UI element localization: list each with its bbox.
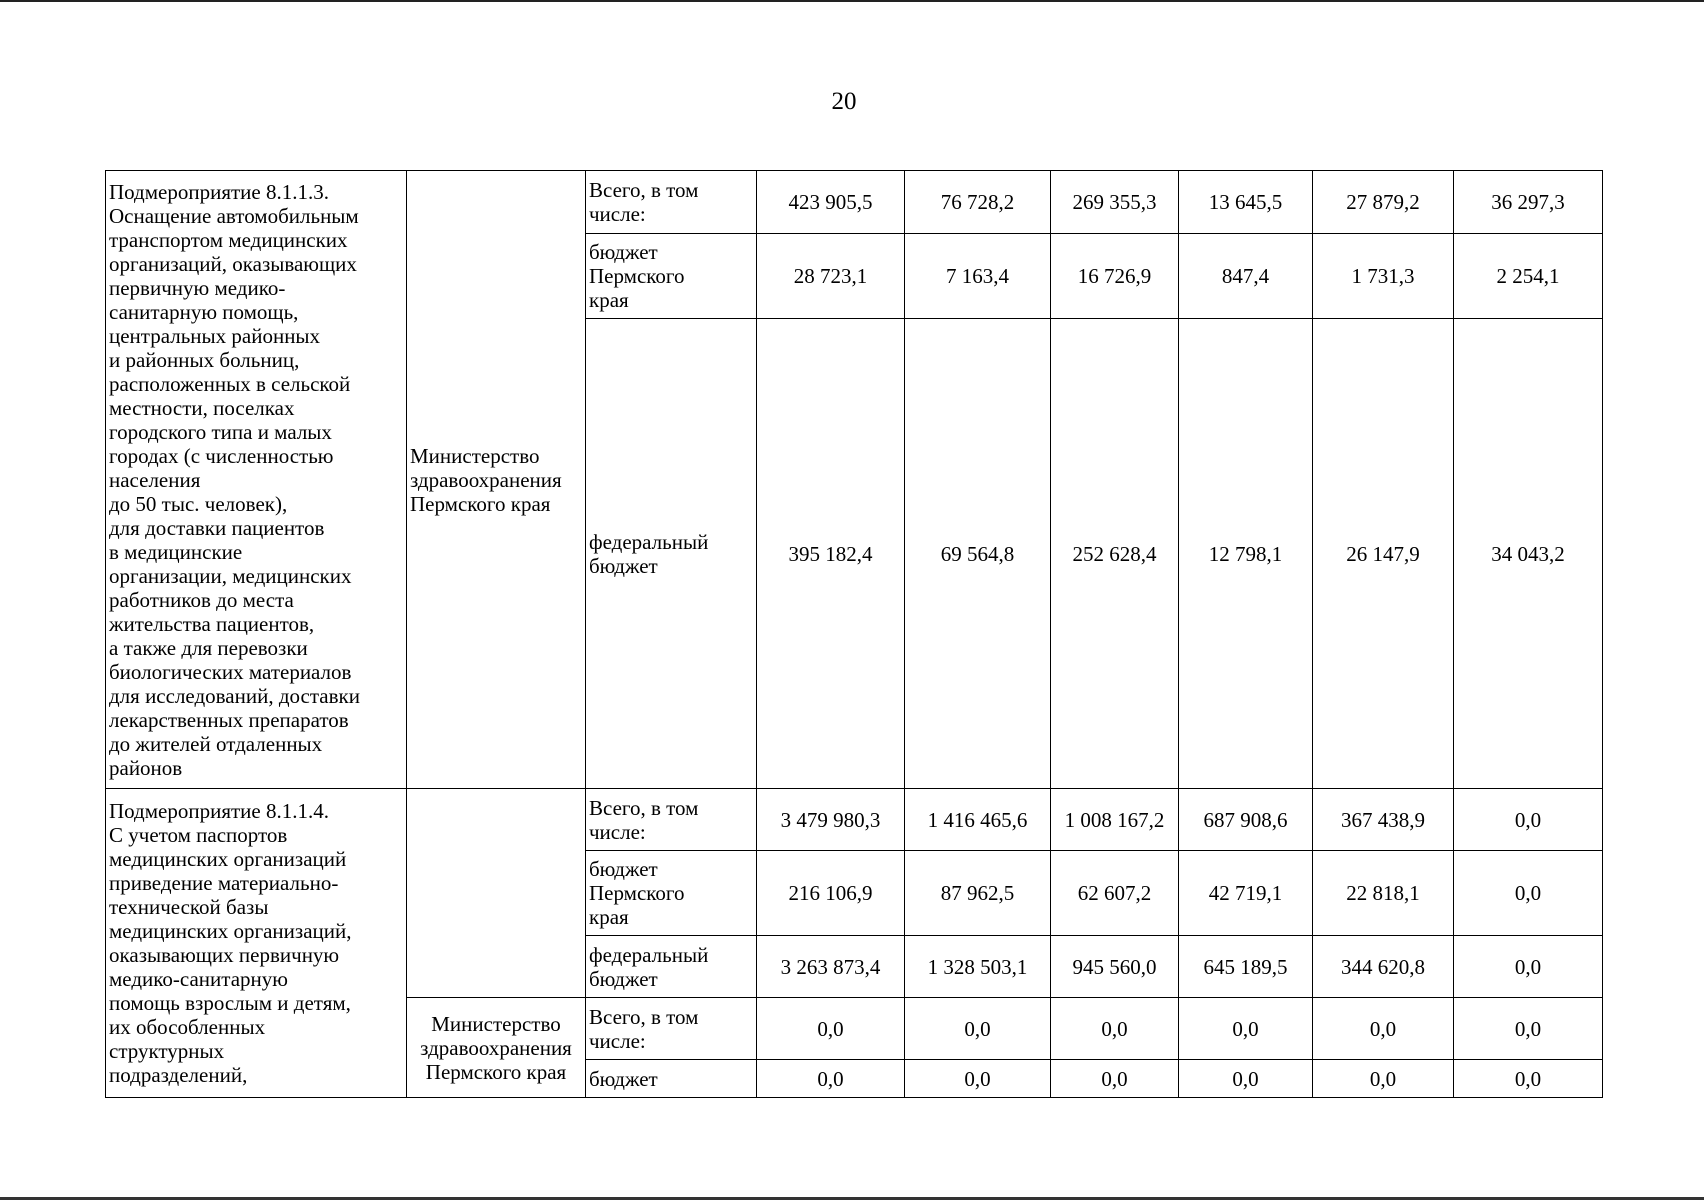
text-line: их обособленных (109, 1015, 266, 1039)
text-line: помощь взрослым и детям, (109, 991, 351, 1015)
funding-source-lines (589, 796, 753, 844)
executor-cell-empty (407, 789, 586, 998)
text-line: структурных (109, 1039, 225, 1063)
value-cell: 0,0 (1179, 1060, 1313, 1098)
table-row (106, 171, 1603, 234)
text-line: медицинских организаций (109, 847, 347, 871)
text-line: федеральный (589, 942, 709, 967)
text-line: Подмероприятие 8.1.1.3. (109, 179, 329, 204)
text-line: медико-санитарную (109, 967, 288, 991)
value-cell: 367 438,9 (1313, 789, 1454, 851)
value-cell: 0,0 (1051, 998, 1179, 1060)
text-line: организаций, оказывающих (109, 251, 357, 276)
activity-description-8-1-1-4 (106, 789, 407, 1098)
value-cell: 0,0 (905, 998, 1051, 1060)
text-line: медицинских организаций, (109, 919, 352, 943)
text-line: бюджет (589, 857, 658, 881)
text-line: бюджет (589, 966, 658, 991)
value-cell: 0,0 (1454, 998, 1603, 1060)
value-cell: 1 416 465,6 (905, 789, 1051, 851)
text-line: городского типа и малых (109, 419, 332, 444)
text-line: расположенных в сельской (109, 371, 351, 396)
value-cell: 395 182,4 (757, 319, 905, 789)
value-cell: 26 147,9 (1313, 319, 1454, 789)
funding-source-cell (586, 936, 757, 998)
funding-source-cell (586, 319, 757, 789)
text-line: биологических материалов (109, 659, 352, 684)
text-line: Всего, в том (589, 1004, 699, 1029)
text-line: Министерство (410, 443, 540, 468)
funding-source-cell (586, 851, 757, 936)
executor-cell (407, 171, 586, 789)
value-cell: 1 008 167,2 (1051, 789, 1179, 851)
activity-description-8-1-1-3 (106, 171, 407, 789)
value-cell: 945 560,0 (1051, 936, 1179, 998)
funding-source-cell (586, 789, 757, 851)
text-line: районов (109, 755, 183, 780)
text-line: подразделений, (109, 1063, 248, 1087)
text-line: Всего, в том (589, 178, 699, 202)
text-line: Пермского (589, 881, 685, 905)
text-line: жительства пациентов, (109, 611, 315, 636)
value-cell: 2 254,1 (1454, 234, 1603, 319)
text-line: бюджет (589, 240, 658, 264)
value-cell: 34 043,2 (1454, 319, 1603, 789)
funding-source-cell (586, 1060, 757, 1098)
value-cell: 269 355,3 (1051, 171, 1179, 234)
text-line: городах (с численностью (109, 443, 334, 468)
value-cell: 69 564,8 (905, 319, 1051, 789)
value-cell: 3 479 980,3 (757, 789, 905, 851)
text-line: центральных районных (109, 323, 321, 348)
text-line: числе: (589, 1028, 646, 1053)
text-line: Пермского края (425, 1059, 567, 1084)
value-cell: 216 106,9 (757, 851, 905, 936)
text-line: числе: (589, 202, 646, 226)
funding-source-cell (586, 998, 757, 1060)
funding-source-lines (589, 943, 753, 991)
value-cell: 42 719,1 (1179, 851, 1313, 936)
value-cell: 0,0 (1313, 1060, 1454, 1098)
text-line: Всего, в том (589, 795, 699, 820)
value-cell: 76 728,2 (905, 171, 1051, 234)
text-line: первичную медико- (109, 275, 286, 300)
value-cell: 28 723,1 (757, 234, 905, 319)
text-line: лекарственных препаратов (109, 707, 349, 732)
text-line: Подмероприятие 8.1.1.4. (109, 799, 329, 823)
value-cell: 0,0 (1454, 1060, 1603, 1098)
value-cell: 3 263 873,4 (757, 936, 905, 998)
value-cell: 847,4 (1179, 234, 1313, 319)
funding-source-lines (589, 1005, 753, 1053)
value-cell: 87 962,5 (905, 851, 1051, 936)
text-line: до 50 тыс. человек), (109, 491, 288, 516)
text-line: федеральный (589, 529, 709, 554)
value-cell: 27 879,2 (1313, 171, 1454, 234)
description-lines (109, 180, 403, 780)
value-cell: 0,0 (1051, 1060, 1179, 1098)
funding-source-lines (589, 240, 753, 312)
page-number: 20 (831, 88, 857, 115)
value-cell: 423 905,5 (757, 171, 905, 234)
value-cell: 0,0 (1179, 998, 1313, 1060)
funding-source-cell (586, 234, 757, 319)
funding-source-lines (589, 1067, 753, 1091)
funding-source-cell (586, 171, 757, 234)
value-cell: 13 645,5 (1179, 171, 1313, 234)
text-line: местности, поселках (109, 395, 295, 420)
scan-edge-top (0, 0, 1704, 2)
value-cell: 252 628,4 (1051, 319, 1179, 789)
text-line: края (589, 905, 629, 929)
value-cell: 0,0 (1454, 936, 1603, 998)
value-cell: 0,0 (1313, 998, 1454, 1060)
text-line: санитарную помощь, (109, 299, 299, 324)
value-cell: 0,0 (1454, 789, 1603, 851)
text-line: организации, медицинских (109, 563, 352, 588)
value-cell: 687 908,6 (1179, 789, 1313, 851)
text-line: здравоохранения (420, 1035, 572, 1060)
executor-lines (410, 444, 582, 516)
text-line: края (589, 288, 629, 312)
text-line: а также для перевозки (109, 635, 308, 660)
funding-source-lines (589, 857, 753, 929)
value-cell: 12 798,1 (1179, 319, 1313, 789)
value-cell: 0,0 (757, 1060, 905, 1098)
table-row (106, 789, 1603, 851)
value-cell: 7 163,4 (905, 234, 1051, 319)
text-line: здравоохранения (410, 467, 562, 492)
value-cell: 0,0 (1454, 851, 1603, 936)
value-cell: 0,0 (757, 998, 905, 1060)
value-cell: 344 620,8 (1313, 936, 1454, 998)
text-line: для доставки пациентов (109, 515, 325, 540)
value-cell: 36 297,3 (1454, 171, 1603, 234)
description-lines (109, 799, 403, 1087)
value-cell: 62 607,2 (1051, 851, 1179, 936)
value-cell: 16 726,9 (1051, 234, 1179, 319)
text-line: и районных больниц, (109, 347, 300, 372)
value-cell: 0,0 (905, 1060, 1051, 1098)
text-line: транспортом медицинских (109, 227, 348, 252)
executor-lines (410, 1012, 582, 1084)
budget-table (105, 170, 1603, 1098)
text-line: населения (109, 467, 201, 492)
text-line: Пермского (589, 264, 685, 288)
value-cell: 1 328 503,1 (905, 936, 1051, 998)
value-cell: 645 189,5 (1179, 936, 1313, 998)
text-line: для исследований, доставки (109, 683, 360, 708)
funding-source-lines (589, 178, 753, 226)
text-line: в медицинские (109, 539, 243, 564)
text-line: приведение материально- (109, 871, 339, 895)
value-cell: 22 818,1 (1313, 851, 1454, 936)
text-line: Министерство (431, 1011, 561, 1036)
value-cell: 1 731,3 (1313, 234, 1454, 319)
text-line: С учетом паспортов (109, 823, 288, 847)
text-line: Пермского края (410, 491, 551, 516)
text-line: числе: (589, 819, 646, 844)
text-line: технической базы (109, 895, 269, 919)
text-line: оказывающих первичную (109, 943, 340, 967)
text-line: до жителей отдаленных (109, 731, 323, 756)
executor-cell (407, 998, 586, 1098)
text-line: бюджет (589, 1066, 658, 1091)
funding-source-lines (589, 530, 753, 578)
text-line: бюджет (589, 553, 658, 578)
text-line: работников до места (109, 587, 294, 612)
text-line: Оснащение автомобильным (109, 203, 359, 228)
